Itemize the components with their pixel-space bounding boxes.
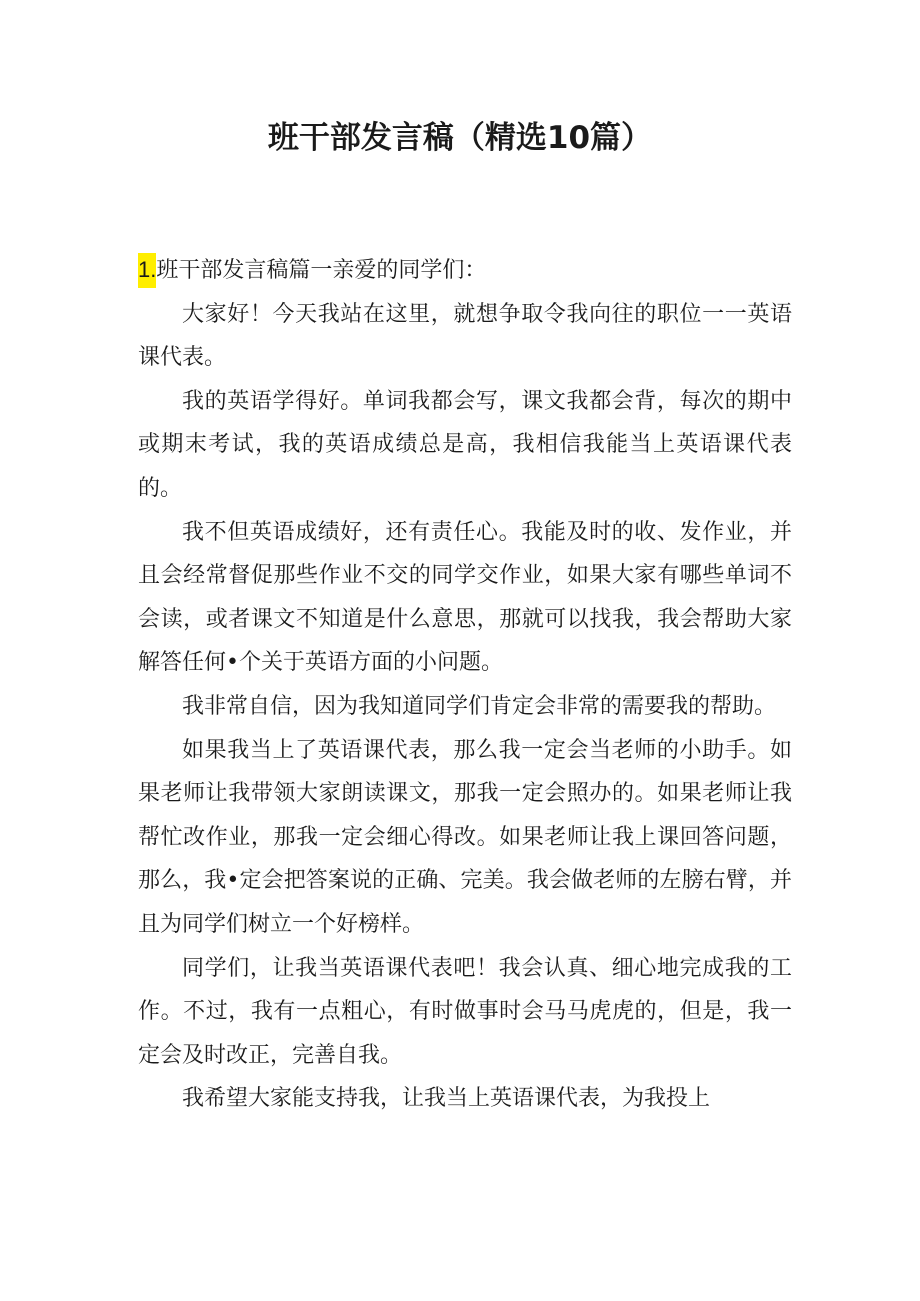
section-heading-text: 班干部发言稿篇一亲爱的同学们： [156,258,487,283]
section-number-highlight: 1. [138,253,156,288]
paragraph: 我希望大家能支持我，让我当上英语课代表，为我投上 [182,1086,711,1112]
paragraph: 我非常自信，因为我知道同学们肯定会非常的需要我的帮助。 [182,693,777,719]
paragraph: 我的英语学得好。单词我都会写，课文我都会背，每次的期中或期末考试，我的英语成绩总是高，我相信我能当上英语课代表的。 [138,388,792,501]
paragraph: 大家好！今天我站在这里，就想争取令我向往的职位一一英语课代表。 [138,301,792,371]
paragraph: 我不但英语成绩好，还有责任心。我能及时的收、发作业，并且会经常督促那些作业不交的同学交作业，如果大家有哪些单词不会读，或者课文不知道是什么意思，那就可以找我，我会帮助大家解答任何•个关于英语方面的小问题。 [138,519,792,676]
paragraph: 如果我当上了英语课代表，那么我一定会当老师的小助手。如果老师让我带领大家朗读课文，那我一定会照办的。如果老师让我帮忙改作业，那我一定会细心得改。如果老师让我上课回答问题，那么，我•定会把答案说的正确、完美。我会做老师的左膀右臂，并且为同学们树立一个好榜样。 [138,737,792,937]
section-heading [138,248,792,293]
document-body [138,248,792,1121]
document-title: 班干部发言稿（精选10篇） [267,120,653,156]
paragraph: 同学们，让我当英语课代表吧！我会认真、细心地完成我的工作。不过，我有一点粗心，有时做事时会马马虎虎的，但是，我一定会及时改正，完善自我。 [138,955,792,1068]
